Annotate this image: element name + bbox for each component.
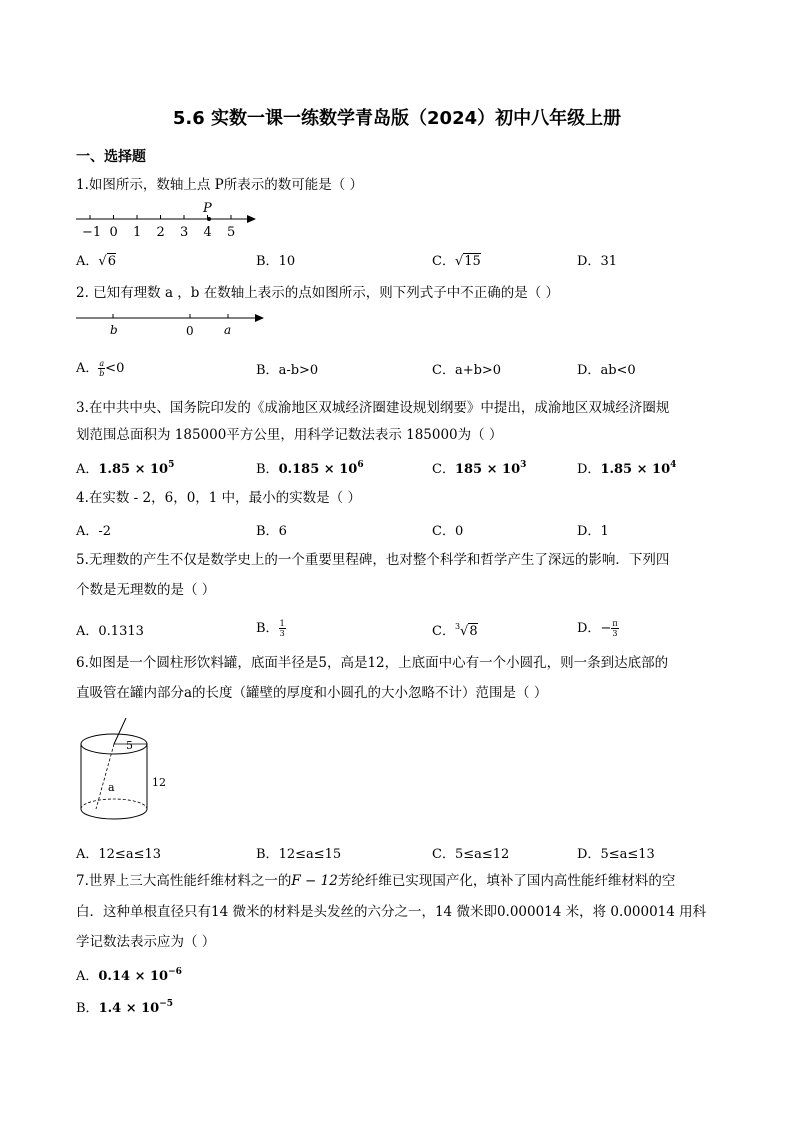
- q1-option-b: B．10: [256, 254, 296, 269]
- q1-tick-label: 1: [133, 225, 142, 238]
- question-5-stem-line-1: 5.无理数的产生不仅是数学史上的一个重要里程碑，也对整个科学和哲学产生了深远的影响．下列四: [76, 552, 670, 568]
- question-1-stem: 1.如图所示，数轴上点 P所表示的数可能是（ ）: [76, 177, 364, 193]
- q2-label-a: a: [224, 323, 232, 337]
- q4-option-c: C．0: [432, 524, 464, 539]
- question-2-stem: 2. 已知有理数 a ，b 在数轴上表示的点如图所示，则下列式子中不正确的是（ ）: [76, 285, 560, 301]
- q2-option-c: C．a+b>0: [432, 363, 502, 378]
- q4-option-b: B．6: [256, 524, 287, 539]
- q4-option-a: A．-2: [76, 524, 112, 539]
- q5-option-a: A．0.1313: [76, 624, 144, 639]
- q5-option-b: B． $\frac{1}{3}$: [256, 619, 285, 638]
- question-3-stem-line-1: 3.在中共中央、国务院印发的《成渝地区双城经济圈建设规划纲要》中提出，成渝地区双城经济圈规: [76, 400, 670, 416]
- number-line-q1: [74, 198, 259, 238]
- q1-option-c: C．√15: [432, 254, 481, 269]
- section-heading: 一、选择题: [76, 149, 146, 165]
- q1-tick-label: 4: [203, 225, 212, 238]
- q3-option-a: A．$1.85 \times 10^5$: [76, 460, 175, 477]
- q2-option-b: B．a-b>0: [256, 363, 319, 378]
- q3-option-d: D．$1.85 \times 10^4$: [577, 460, 677, 477]
- page-title: 5.6 实数一课一练数学青岛版（2024）初中八年级上册: [172, 108, 622, 129]
- q7-option-b: B．$1.4 \times 10^{-5}$: [76, 999, 174, 1016]
- point-p-label: P: [203, 201, 212, 216]
- q4-option-d: D．1: [577, 524, 609, 539]
- question-6-stem-line-1: 6.如图是一个圆柱形饮料罐，底面半径是5，高是12，上底面中心有一个小圆孔，则一条到达底部的: [76, 655, 669, 671]
- straw-length-label: a: [108, 781, 115, 794]
- number-line-q2: [74, 308, 269, 340]
- cylinder-figure: [74, 718, 174, 828]
- question-6-stem-line-2: 直吸管在罐内部分a的长度（罐壁的厚度和小圆孔的大小忽略不计）范围是（ ）: [76, 685, 548, 701]
- q5-option-d: D．− $\frac{\pi}{3}$: [577, 619, 618, 638]
- question-5-stem-line-2: 个数是无理数的是（ ）: [76, 582, 216, 598]
- q1-tick-label: 3: [180, 225, 189, 238]
- cylinder-height-label: 12: [152, 776, 166, 789]
- q6-option-b: B．12≤a≤15: [256, 847, 342, 862]
- q7-option-a: A．$0.14 \times 10^{-6}$: [76, 967, 182, 984]
- q1-tick-label: −1: [82, 225, 102, 238]
- question-7-stem-line-3: 学记数法表示应为（ ）: [76, 934, 216, 950]
- question-7-stem-line-2: 白．这种单根直径只有14 微米的材料是头发丝的六分之一，14 微米即0.000014 米，将 0.000014 用科: [76, 904, 707, 920]
- point-p-marker: [207, 217, 211, 221]
- q2-option-a: A． $\frac{a}{b}$ <0: [76, 359, 125, 378]
- q2-label-zero: 0: [186, 324, 194, 338]
- q1-tick-label: 5: [227, 225, 236, 238]
- q3-option-b: B．$0.185 \times 10^6$: [256, 460, 364, 477]
- q1-tick-label: 2: [156, 225, 165, 238]
- cylinder-radius-label: 5: [126, 739, 133, 752]
- q1-option-d: D．31: [577, 254, 617, 269]
- q1-tick-label: 0: [109, 225, 118, 238]
- q5-option-c: C．$^3$√8: [432, 622, 478, 639]
- q1-option-a: A．√6: [76, 254, 116, 269]
- q6-option-c: C．5≤a≤12: [432, 847, 510, 862]
- q2-label-b: b: [110, 323, 118, 337]
- question-3-stem-line-2: 划范围总面积为 185000平方公里，用科学记数法表示 185000为（ ）: [76, 427, 503, 443]
- q2-option-d: D．ab<0: [577, 363, 636, 378]
- q6-option-d: D．5≤a≤13: [577, 847, 655, 862]
- question-4-stem: 4.在实数 - 2，6，0，1 中，最小的实数是（ ）: [76, 490, 361, 506]
- question-7-stem-line-1: 7.世界上三大高性能纤维材料之一的F − 12芳纶纤维已实现国产化，填补了国内高性能纤维材料的空: [76, 873, 676, 889]
- q3-option-c: C．$185 \times 10^3$: [432, 460, 527, 477]
- q6-option-a: A．12≤a≤13: [76, 847, 162, 862]
